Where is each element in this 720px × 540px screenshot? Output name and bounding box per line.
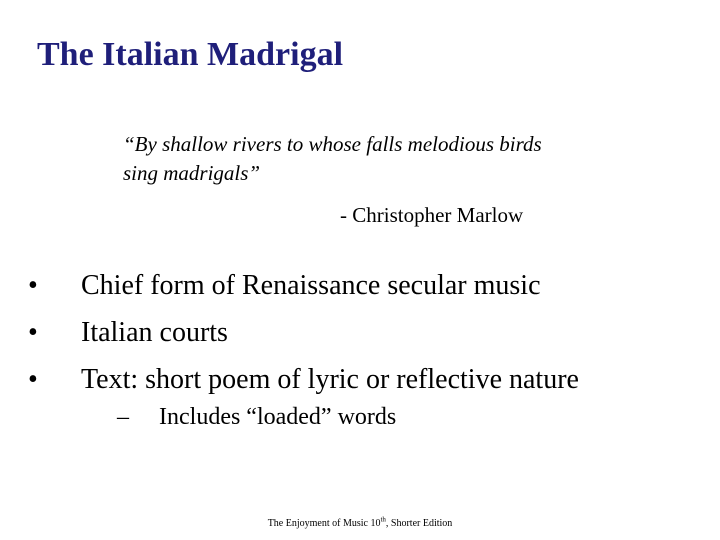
sub-bullet-marker: – — [117, 404, 129, 430]
sub-bullet-text: Includes “loaded” words — [159, 404, 397, 430]
bullet-marker: • — [28, 317, 38, 348]
footer-prefix: The Enjoyment of Music 10 — [267, 518, 381, 529]
quote-block — [123, 130, 643, 188]
bullet-text: Italian courts — [81, 317, 228, 348]
bullet-marker: • — [28, 270, 38, 301]
footer-suffix: , Shorter Edition — [385, 518, 453, 529]
bullet-item — [28, 309, 579, 356]
quote-attribution: - Christopher Marlow — [340, 203, 524, 227]
bullet-text: Text: short poem of lyric or reflective nature — [81, 364, 579, 395]
bullet-text: Chief form of Renaissance secular music — [81, 270, 541, 301]
bullet-item — [28, 356, 579, 403]
bullet-list — [28, 262, 579, 403]
footer-citation — [0, 517, 720, 531]
bullet-marker: • — [28, 364, 38, 395]
footer-superscript: th — [380, 515, 386, 524]
slide-title: The Italian Madrigal — [37, 36, 344, 73]
bullet-item — [28, 262, 579, 309]
sub-bullet-item — [117, 400, 396, 434]
quote-line-2: sing madrigals” — [123, 161, 261, 185]
quote-line-1: “By shallow rivers to whose falls melodious birds — [123, 132, 542, 156]
